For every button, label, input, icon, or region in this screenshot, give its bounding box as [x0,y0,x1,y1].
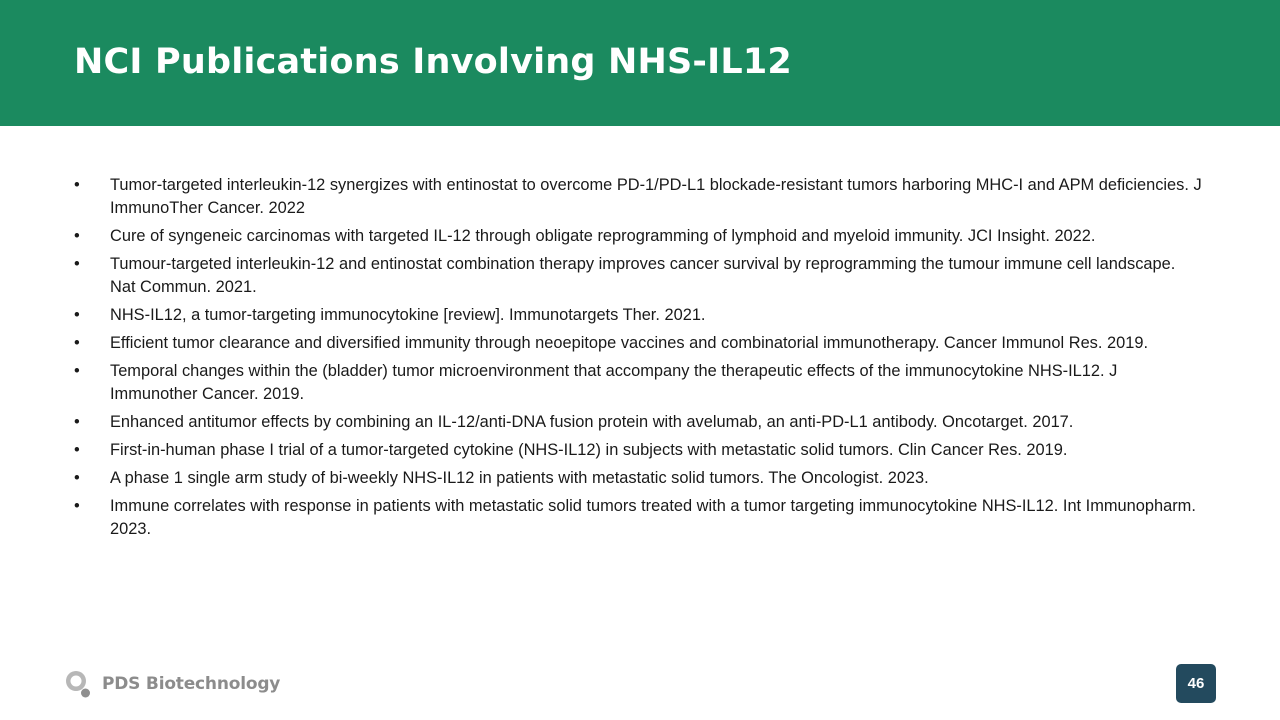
publication-item [74,495,1204,541]
bullet-marker: • [74,497,80,515]
pds-logo-mark-icon [64,669,94,699]
bullet-marker: • [74,255,80,273]
publication-list [74,174,1204,546]
publication-item [74,304,1204,327]
publication-citation: Efficient tumor clearance and diversified immunity through neoepitope vaccines and combinatorial immunotherapy. Cancer Immunol Res. 2019. [110,334,1149,352]
publication-citation: A phase 1 single arm study of bi-weekly NHS-IL12 in patients with metastatic solid tumors. The Oncologist. 2023. [110,469,929,487]
bullet-marker: • [74,362,80,380]
publication-citation: Immune correlates with response in patients with metastatic solid tumors treated with a tumor targeting immunocytokine NHS-IL12. Int Immunopharm. 2023. [110,497,1196,538]
publication-item [74,174,1204,220]
slide-title: NCI Publications Involving NHS-IL12 [74,42,792,82]
bullet-marker: • [74,176,80,194]
bullet-marker: • [74,441,80,459]
publication-item [74,332,1204,355]
bullet-marker: • [74,334,80,352]
bullet-marker: • [74,413,80,431]
publication-citation: First-in-human phase I trial of a tumor-targeted cytokine (NHS-IL12) in subjects with metastatic solid tumors. Clin Cancer Res. 2019. [110,441,1068,459]
publication-item [74,467,1204,490]
publication-citation: NHS-IL12, a tumor-targeting immunocytokine [review]. Immunotargets Ther. 2021. [110,306,706,324]
company-name: PDS Biotechnology [102,674,281,694]
publication-citation: Cure of syngeneic carcinomas with targeted IL-12 through obligate reprogramming of lymphoid and myeloid immunity. JCI Insight. 2022. [110,227,1096,245]
bullet-marker: • [74,469,80,487]
bullet-marker: • [74,306,80,324]
publication-citation: Enhanced antitumor effects by combining an IL-12/anti-DNA fusion protein with avelumab, an anti-PD-L1 antibody. Oncotarget. 2017. [110,413,1074,431]
publication-item [74,439,1204,462]
bullet-marker: • [74,227,80,245]
publication-citation: Temporal changes within the (bladder) tumor microenvironment that accompany the therapeutic effects of the immunocytokine NHS-IL12. J Immunother Cancer. 2019. [110,362,1118,403]
publication-citation: Tumor-targeted interleukin-12 synergizes with entinostat to overcome PD-1/PD-L1 blockade-resistant tumors harboring MHC-I and APM deficiencies. J ImmunoTher Cancer. 2022 [110,176,1202,217]
publication-item [74,411,1204,434]
publication-citation: Tumour-targeted interleukin-12 and entinostat combination therapy improves cancer survival by reprogramming the tumour immune cell landscape. Nat Commun. 2021. [110,255,1176,296]
page-number: 46 [1176,664,1216,703]
publication-item [74,360,1204,406]
publication-item [74,225,1204,248]
title-banner [0,0,1280,126]
company-logo [64,669,280,699]
publication-item [74,253,1204,299]
